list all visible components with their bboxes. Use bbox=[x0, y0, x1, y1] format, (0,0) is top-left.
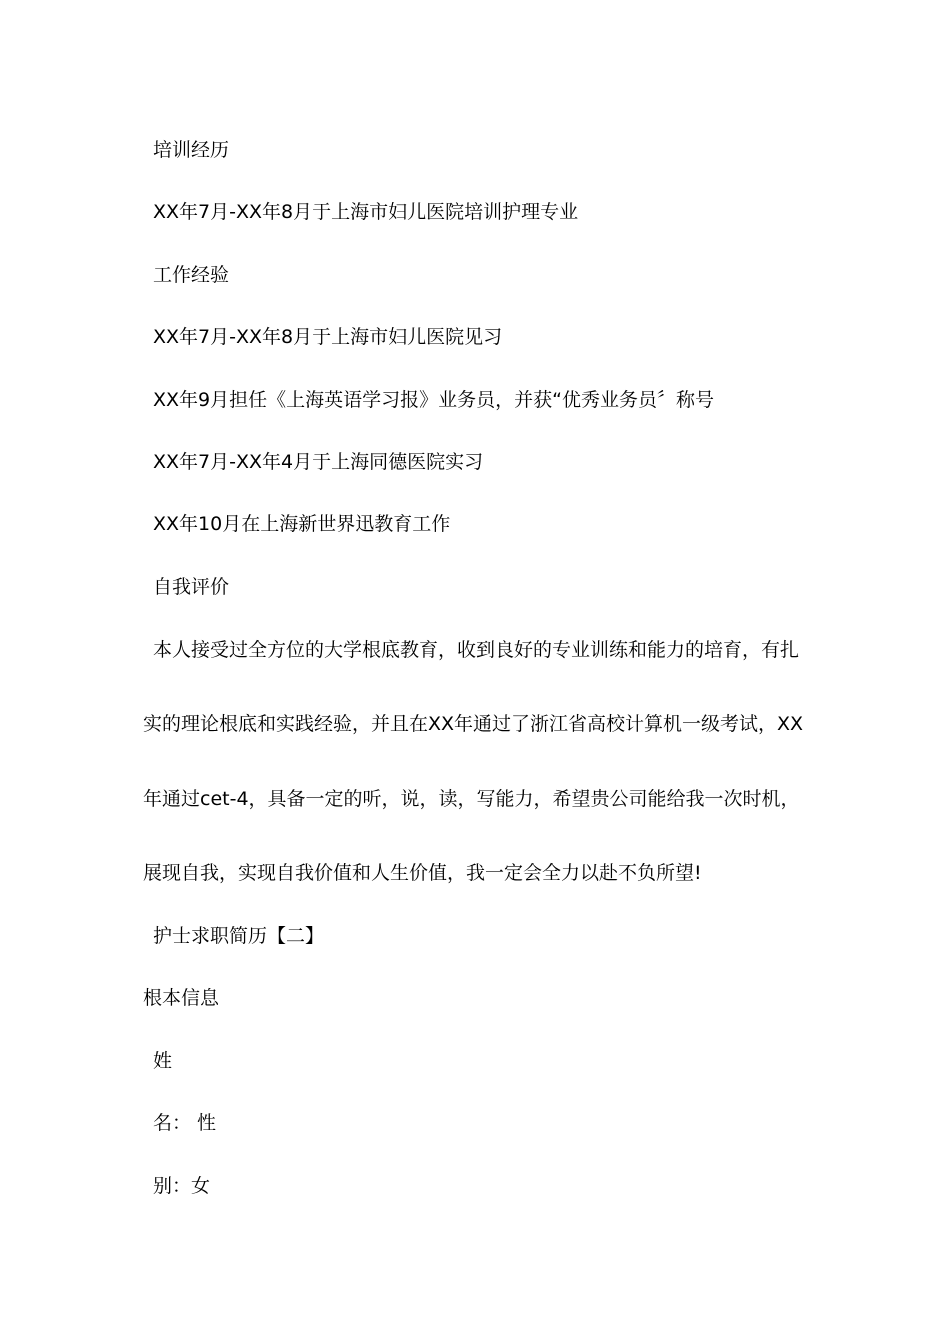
training-heading: 培训经历 bbox=[153, 139, 230, 161]
field-line: 姓 bbox=[153, 1050, 173, 1072]
self-eval-line: 展现自我，实现自我价值和人生价值，我一定会全力以赴不负所望! bbox=[143, 862, 702, 884]
field-line: 别：女 bbox=[153, 1175, 211, 1197]
training-item: XX年7月-XX年8月于上海市妇儿医院培训护理专业 bbox=[153, 201, 579, 223]
field-line: 名： 性 bbox=[153, 1112, 217, 1134]
work-item: XX年7月-XX年8月于上海市妇儿医院见习 bbox=[153, 326, 503, 348]
self-eval-line: 年通过cet-4，具备一定的听，说，读，写能力，希望贵公司能给我一次时机， bbox=[143, 788, 800, 810]
self-eval-heading: 自我评价 bbox=[153, 576, 230, 598]
work-item: XX年9月担任《上海英语学习报》业务员，并获“优秀业务员〞称号 bbox=[153, 389, 714, 411]
work-item: XX年7月-XX年4月于上海同德医院实习 bbox=[153, 451, 484, 473]
work-item: XX年10月在上海新世界迅教育工作 bbox=[153, 513, 451, 535]
work-heading: 工作经验 bbox=[153, 264, 230, 286]
resume-2-title: 护士求职简历【二】 bbox=[153, 925, 325, 947]
self-eval-line: 实的理论根底和实践经验，并且在XX年通过了浙江省高校计算机一级考试，XX bbox=[143, 713, 804, 735]
self-eval-line: 本人接受过全方位的大学根底教育，收到良好的专业训练和能力的培育，有扎 bbox=[153, 639, 800, 661]
basic-info-heading: 根本信息 bbox=[143, 987, 220, 1009]
